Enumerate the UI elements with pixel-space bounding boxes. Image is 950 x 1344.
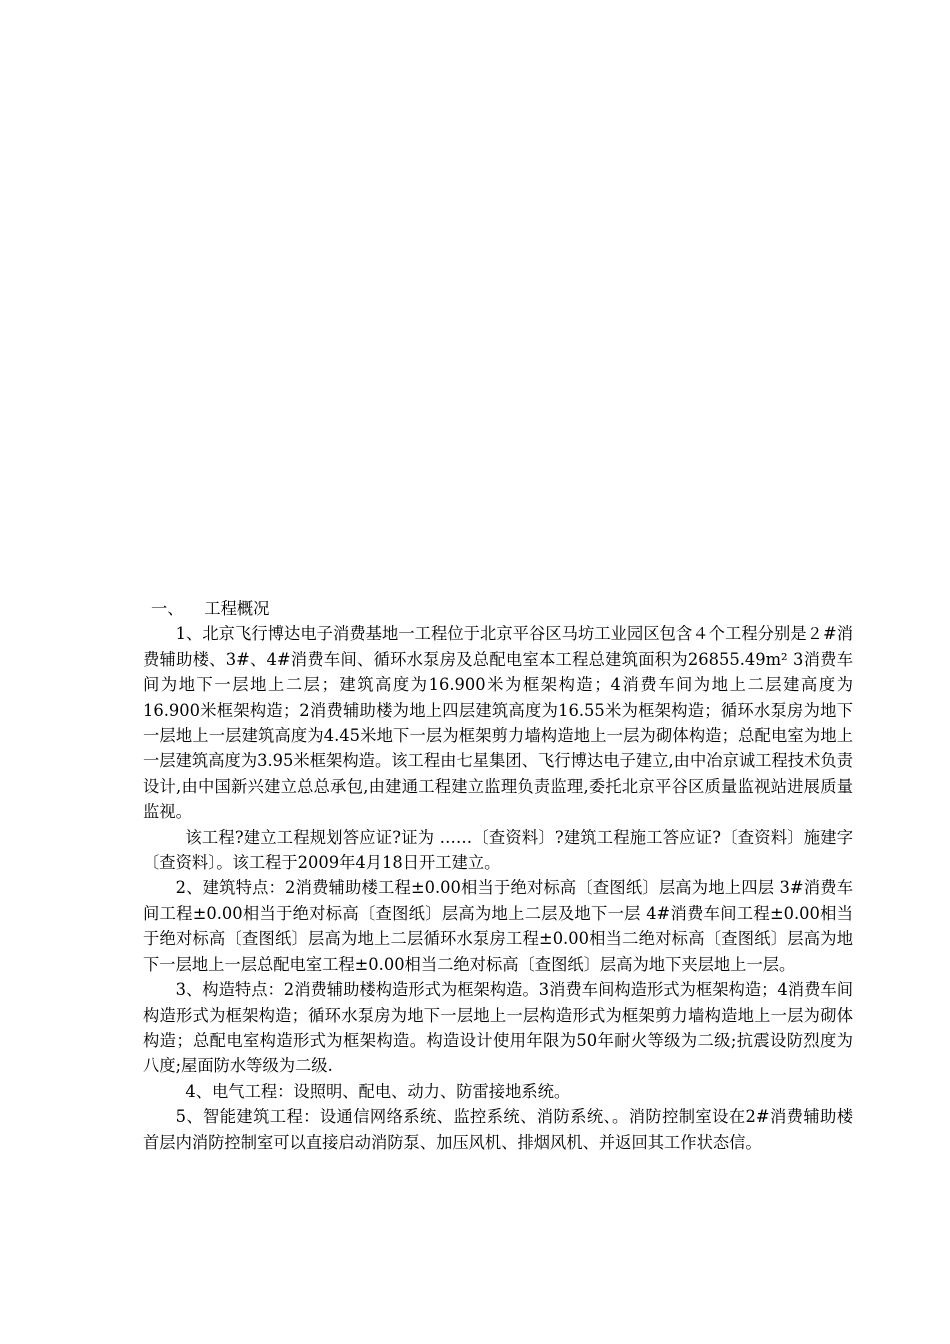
paragraph-project-location: 1、北京飞行博达电子消费基地一工程位于北京平谷区马坊工业园区包含４个工程分别是２#消费辅助楼、3#、4#消费车间、循环水泵房及总配电室本工程总建筑面积为26855.49m² 3消费车间为地下一层地上二层；建筑高度为16.900米为框架构造；4消费车间为地上二层建高度为16.900米框架构造；2消费辅助楼为地上四层建筑高度为16.55米为框架构造；循环水泵房为地下一层地上一层建筑高度为4.45米地下一层为框架剪力墙构造地上一层为砌体构造；总配电室为地上一层建筑高度为3.95米框架构造。该工程由七星集团、飞行博达电子建立,由中冶京诚工程技术负责设计,由中国新兴建立总总承包,由建通工程建立监理负责监理,委托北京平谷区质量监视站进展质量监视。 xyxy=(143,624,853,822)
section-heading-title: 工程概况 xyxy=(204,599,270,618)
paragraph-electrical: 4、电气工程：设照明、配电、动力、防雷接地系统。 xyxy=(185,1081,571,1101)
paragraph-intelligent-building: 5、智能建筑工程：设通信网络系统、监控系统、消防系统、。消防控制室设在2#消费辅助楼首层内消防控制室可以直接启动消防泵、加压风机、排烟风机、并返回其工作状态信。 xyxy=(143,1107,853,1152)
section-heading xyxy=(143,596,853,621)
paragraph-permits: 该工程?建立工程规划答应证?证为 ……〔查资料〕?建筑工程施工答应证?〔查资料〕施建字〔查资料〕。该工程于2009年4月18日开工建立。 xyxy=(143,827,853,873)
paragraph-structure: 3、构造特点：2消费辅助楼构造形式为框架构造。3消费车间构造形式为框架构造；4消费车间构造形式为框架构造；循环水泵房为地下一层地上一层构造形式为框架剪力墙构造地上一层为砌体构造；总配电室构造形式为框架构造。构造设计使用年限为50年耐火等级为二级;抗震设防烈度为八度;屋面防水等级为二级. xyxy=(143,980,853,1076)
document-body xyxy=(143,596,853,1155)
paragraph-architecture: 2、建筑特点：2消费辅助楼工程±0.00相当于绝对标高〔查图纸〕层高为地上四层 3#消费车间工程±0.00相当于绝对标高〔查图纸〕层高为地上二层及地下一层 4#消费车间工程±0.00相当于绝对标高〔查图纸〕层高为地上二层循环水泵房工程±0.00相当二绝对标高〔查图纸〕层高为地下一层地上一层总配电室工程±0.00相当二绝对标高〔查图纸〕层高为地下夹层地上一层。 xyxy=(143,878,853,974)
section-heading-number: 一、 xyxy=(151,599,184,618)
